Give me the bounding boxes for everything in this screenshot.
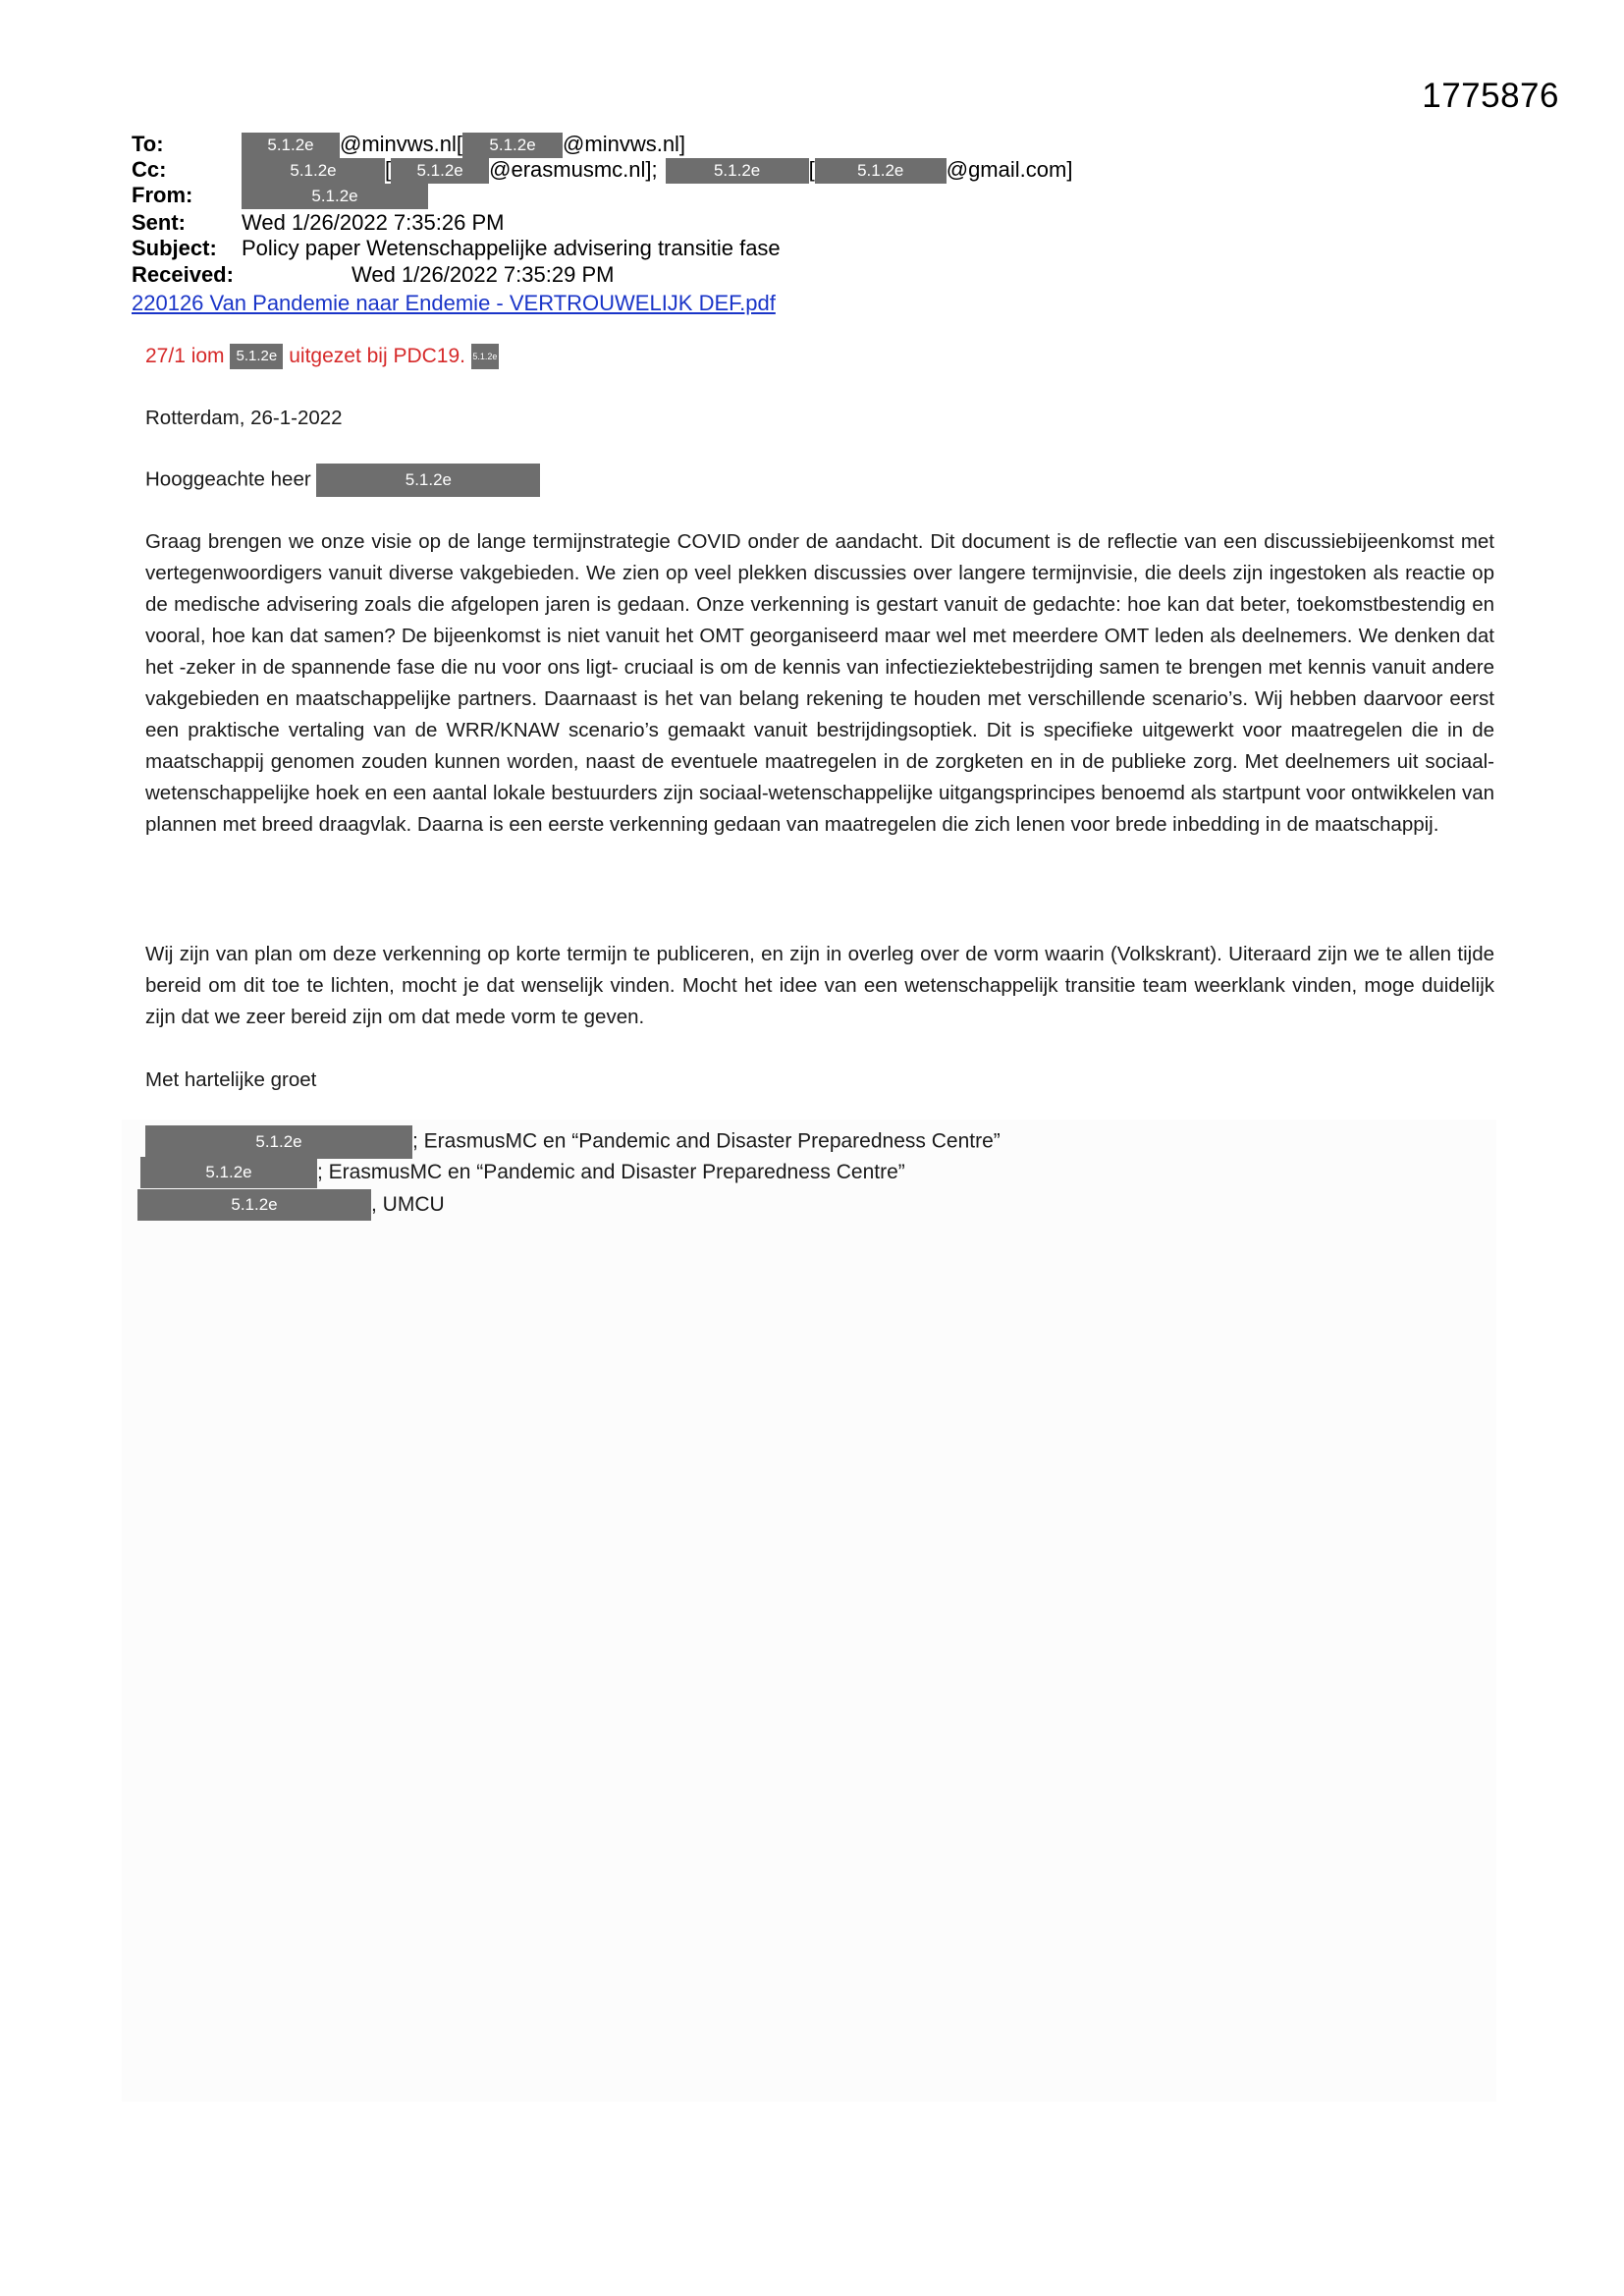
signature-1 [145,1125,1001,1159]
paragraph-1: Graag brengen we onze visie op de lange termijnstrategie COVID onder de aandacht. Dit document is de reflectie van een discussiebijeenkomst met vertegenwoordigers vanuit diverse vakgebieden. We zien op veel plekken discussies over langere termijnvisie, die deels zijn ingestoken als reactie op de medische advisering zoals die afgelopen jaren is gedaan. Onze verkenning is gestart vanuit de gedachte: hoe kan dat beter, toekomstbestendig en vooral, hoe kan dat samen? De bijeenkomst is niet vanuit het OMT georganiseerd maar wel met meerdere OMT leden als deelnemers. We denken dat het -zeker in de spannende fase die nu voor ons ligt- cruciaal is om de kennis van infectieziektebestrijding samen te brengen met kennis vanuit andere vakgebieden en maatschappelijke partners. Daarnaast is het van belang rekening te houden met verschillende scenario’s. Wij hebben daarvoor eerst een praktische vertaling van de WRR/KNAW scenario’s gemaakt vanuit bestrijdingsoptiek. Dit is specifieke uitgewerkt voor maatregelen die in de maatschappij genomen zouden kunnen worden, naast de eventuele maatregelen in de zorgketen en in de publieke zorg. Met deelnemers uit sociaal-wetenschappelijke hoek en een aantal lokale bestuurders zijn sociaal-wetenschappelijke uitgangsprincipes benoemd als startpunt voor ontwikkelen van plannen met breed draagvlak. Daarna is een eerste verkenning gedaan van maatregelen die zich lenen voor brede inbedding in de maatschappij. [145,530,1494,836]
email-cc-row [132,157,1073,183]
cc-domain-1: @erasmusmc.nl]; [489,157,658,182]
page-background [122,1120,1496,2102]
cc-bracket-1: [ [385,157,392,182]
signature-affiliation: ; ErasmusMC en “Pandemic and Disaster Preparedness Centre” [317,1161,905,1183]
annotation-suffix: uitgezet bij PDC19. [289,345,465,367]
salutation-row [145,464,1496,497]
redaction-box: 5.1.2e [316,464,540,497]
redaction-box: 5.1.2e [242,158,385,184]
redaction-box: 5.1.2e [815,158,947,184]
redaction-box: 5.1.2e [471,344,499,369]
redaction-box: 5.1.2e [242,133,340,158]
redaction-box: 5.1.2e [666,158,809,184]
sent-value: Wed 1/26/2022 7:35:26 PM [242,210,505,235]
handling-annotation [145,342,499,371]
email-sent-row [132,210,505,236]
annotation-prefix: 27/1 iom [145,345,225,367]
cc-domain-2: @gmail.com] [946,157,1073,182]
subject-label: Subject: [132,236,217,260]
redaction-box: 5.1.2e [140,1157,317,1188]
email-from-row [132,183,358,208]
signature-affiliation: ; ErasmusMC en “Pandemic and Disaster Preparedness Centre” [412,1129,1001,1153]
sent-label: Sent: [132,210,186,235]
email-to-row [132,132,686,157]
signature-affiliation: , UMCU [371,1193,445,1216]
to-domain-1: @minvws.nl[ [340,132,463,156]
redaction-box: 5.1.2e [145,1125,412,1159]
redaction-box: 5.1.2e [462,133,563,158]
to-domain-2: @minvws.nl] [563,132,686,156]
redaction-box: 5.1.2e [137,1189,371,1221]
signature-2 [140,1157,905,1188]
place-date: Rotterdam, 26-1-2022 [145,407,343,429]
signature-3 [137,1189,445,1221]
received-label: Received: [132,262,234,287]
document-number: 1775876 [1422,77,1559,115]
paragraph-2: Wij zijn van plan om deze verkenning op korte termijn te publiceren, en zijn in overleg over de vorm waarin (Volkskrant). Uiteraard zijn we te allen tijde bereid om dit toe te lichten, mocht je dat wenselijk vinden. Mocht het idee van een wetenschappelijk transitie team weerklank vinden, moge duidelijk zijn dat we zeer bereid zijn om dat mede vorm te geven. [145,943,1494,1028]
subject-value: Policy paper Wetenschappelijke advisering transitie fase [242,236,781,260]
closing: Met hartelijke groet [145,1068,317,1091]
email-received-row [132,262,615,288]
cc-label: Cc: [132,157,167,182]
cc-bracket-2: [ [808,157,815,182]
to-label: To: [132,132,164,156]
from-label: From: [132,183,193,207]
salutation: Hooggeachte heer [145,467,311,491]
redaction-box: 5.1.2e [391,158,489,184]
attachment-link[interactable]: 220126 Van Pandemie naar Endemie - VERTROUWELIJK DEF.pdf [132,291,776,315]
redaction-box: 5.1.2e [242,184,428,209]
received-value: Wed 1/26/2022 7:35:29 PM [352,262,615,287]
email-subject-row [132,236,781,261]
redaction-box: 5.1.2e [230,344,283,369]
